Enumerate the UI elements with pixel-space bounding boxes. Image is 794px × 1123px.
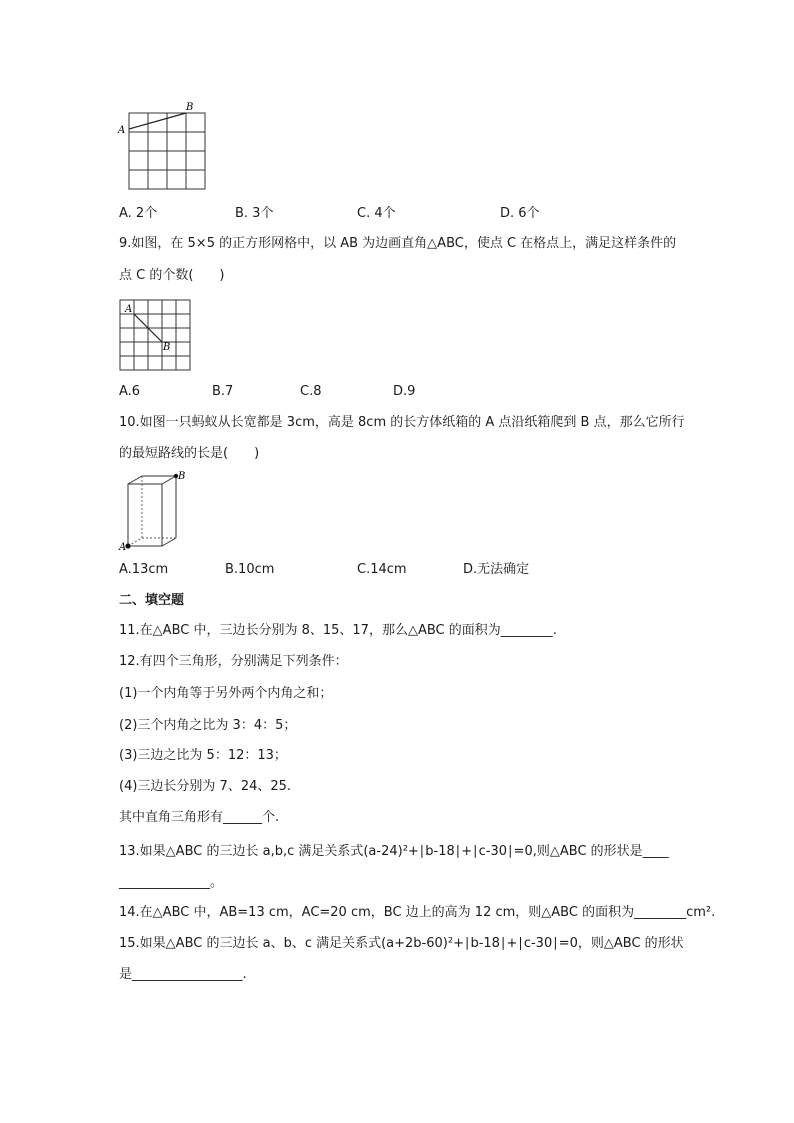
q12-item-1: (1)一个内角等于另外两个内角之和； xyxy=(119,686,333,701)
q12-tail: 其中直角三角形有______个. xyxy=(119,810,280,825)
q12-item-4: (4)三边长分别为 7、24、25. xyxy=(119,779,292,794)
section-title: 二、填空题 xyxy=(119,593,185,608)
q8-option-b: B. 3个 xyxy=(235,206,274,221)
q11-text: 11.在△ABC 中，三边长分别为 8、15、17，那么△ABC 的面积为________. xyxy=(119,623,557,638)
point-b-label: B xyxy=(186,102,194,113)
q15-line2: 是_________________. xyxy=(119,967,247,982)
q9-option-a: A.6 xyxy=(119,384,141,399)
q15-line1: 15.如果△ABC 的三边长 a、b、c 满足关系式(a+2b-60)²+∣b-18∣+∣c-30∣=0，则△ABC 的形状 xyxy=(119,936,684,951)
q9-grid-figure xyxy=(116,296,196,372)
q9-option-d: D.9 xyxy=(393,384,416,399)
q10-option-d: D.无法确定 xyxy=(463,562,530,577)
q12-intro: 12.有四个三角形，分别满足下列条件： xyxy=(119,654,348,669)
q12-item-3: (3)三边之比为 5：12：13； xyxy=(119,748,287,763)
q10-option-c: C.14cm xyxy=(357,562,407,577)
q13-line2: ______________。 xyxy=(119,875,224,890)
q12-item-2: (2)三个内角之比为 3：4：5； xyxy=(119,718,297,733)
q9-option-b: B.7 xyxy=(212,384,234,399)
q9-stem-line1: 9.如图，在 5×5 的正方形网格中，以 AB 为边画直角△ABC，使点 C 在格点上，满足这样条件的 xyxy=(119,236,677,251)
q10-box-figure xyxy=(116,468,186,554)
q8-option-c: C. 4个 xyxy=(357,206,396,221)
point-a-label: A xyxy=(119,542,127,553)
q8-grid-figure xyxy=(116,100,216,192)
q10-option-a: A.13cm xyxy=(119,562,169,577)
q10-stem-line2: 的最短路线的长是( ) xyxy=(119,446,260,461)
point-a-label: A xyxy=(125,304,133,315)
q10-stem-line1: 10.如图一只蚂蚁从长宽都是 3cm，高是 8cm 的长方体纸箱的 A 点沿纸箱爬到 B 点，那么它所行 xyxy=(119,415,685,430)
q9-option-c: C.8 xyxy=(300,384,322,399)
q10-option-b: B.10cm xyxy=(225,562,275,577)
q8-option-d: D. 6个 xyxy=(500,206,540,221)
q8-option-a: A. 2个 xyxy=(119,206,158,221)
segment-ab xyxy=(129,113,186,129)
point-a-label: A xyxy=(118,125,126,136)
point-b-label: B xyxy=(178,471,186,482)
q14-text: 14.在△ABC 中，AB=13 cm，AC=20 cm，BC 边上的高为 12 cm，则△ABC 的面积为________cm². xyxy=(119,905,716,920)
q9-stem-line2: 点 C 的个数( ) xyxy=(119,268,225,283)
point-b-label: B xyxy=(163,342,171,353)
q13-line1: 13.如果△ABC 的三边长 a,b,c 满足关系式(a-24)²+∣b-18∣+∣c-30∣=0,则△ABC 的形状是____ xyxy=(119,844,669,859)
